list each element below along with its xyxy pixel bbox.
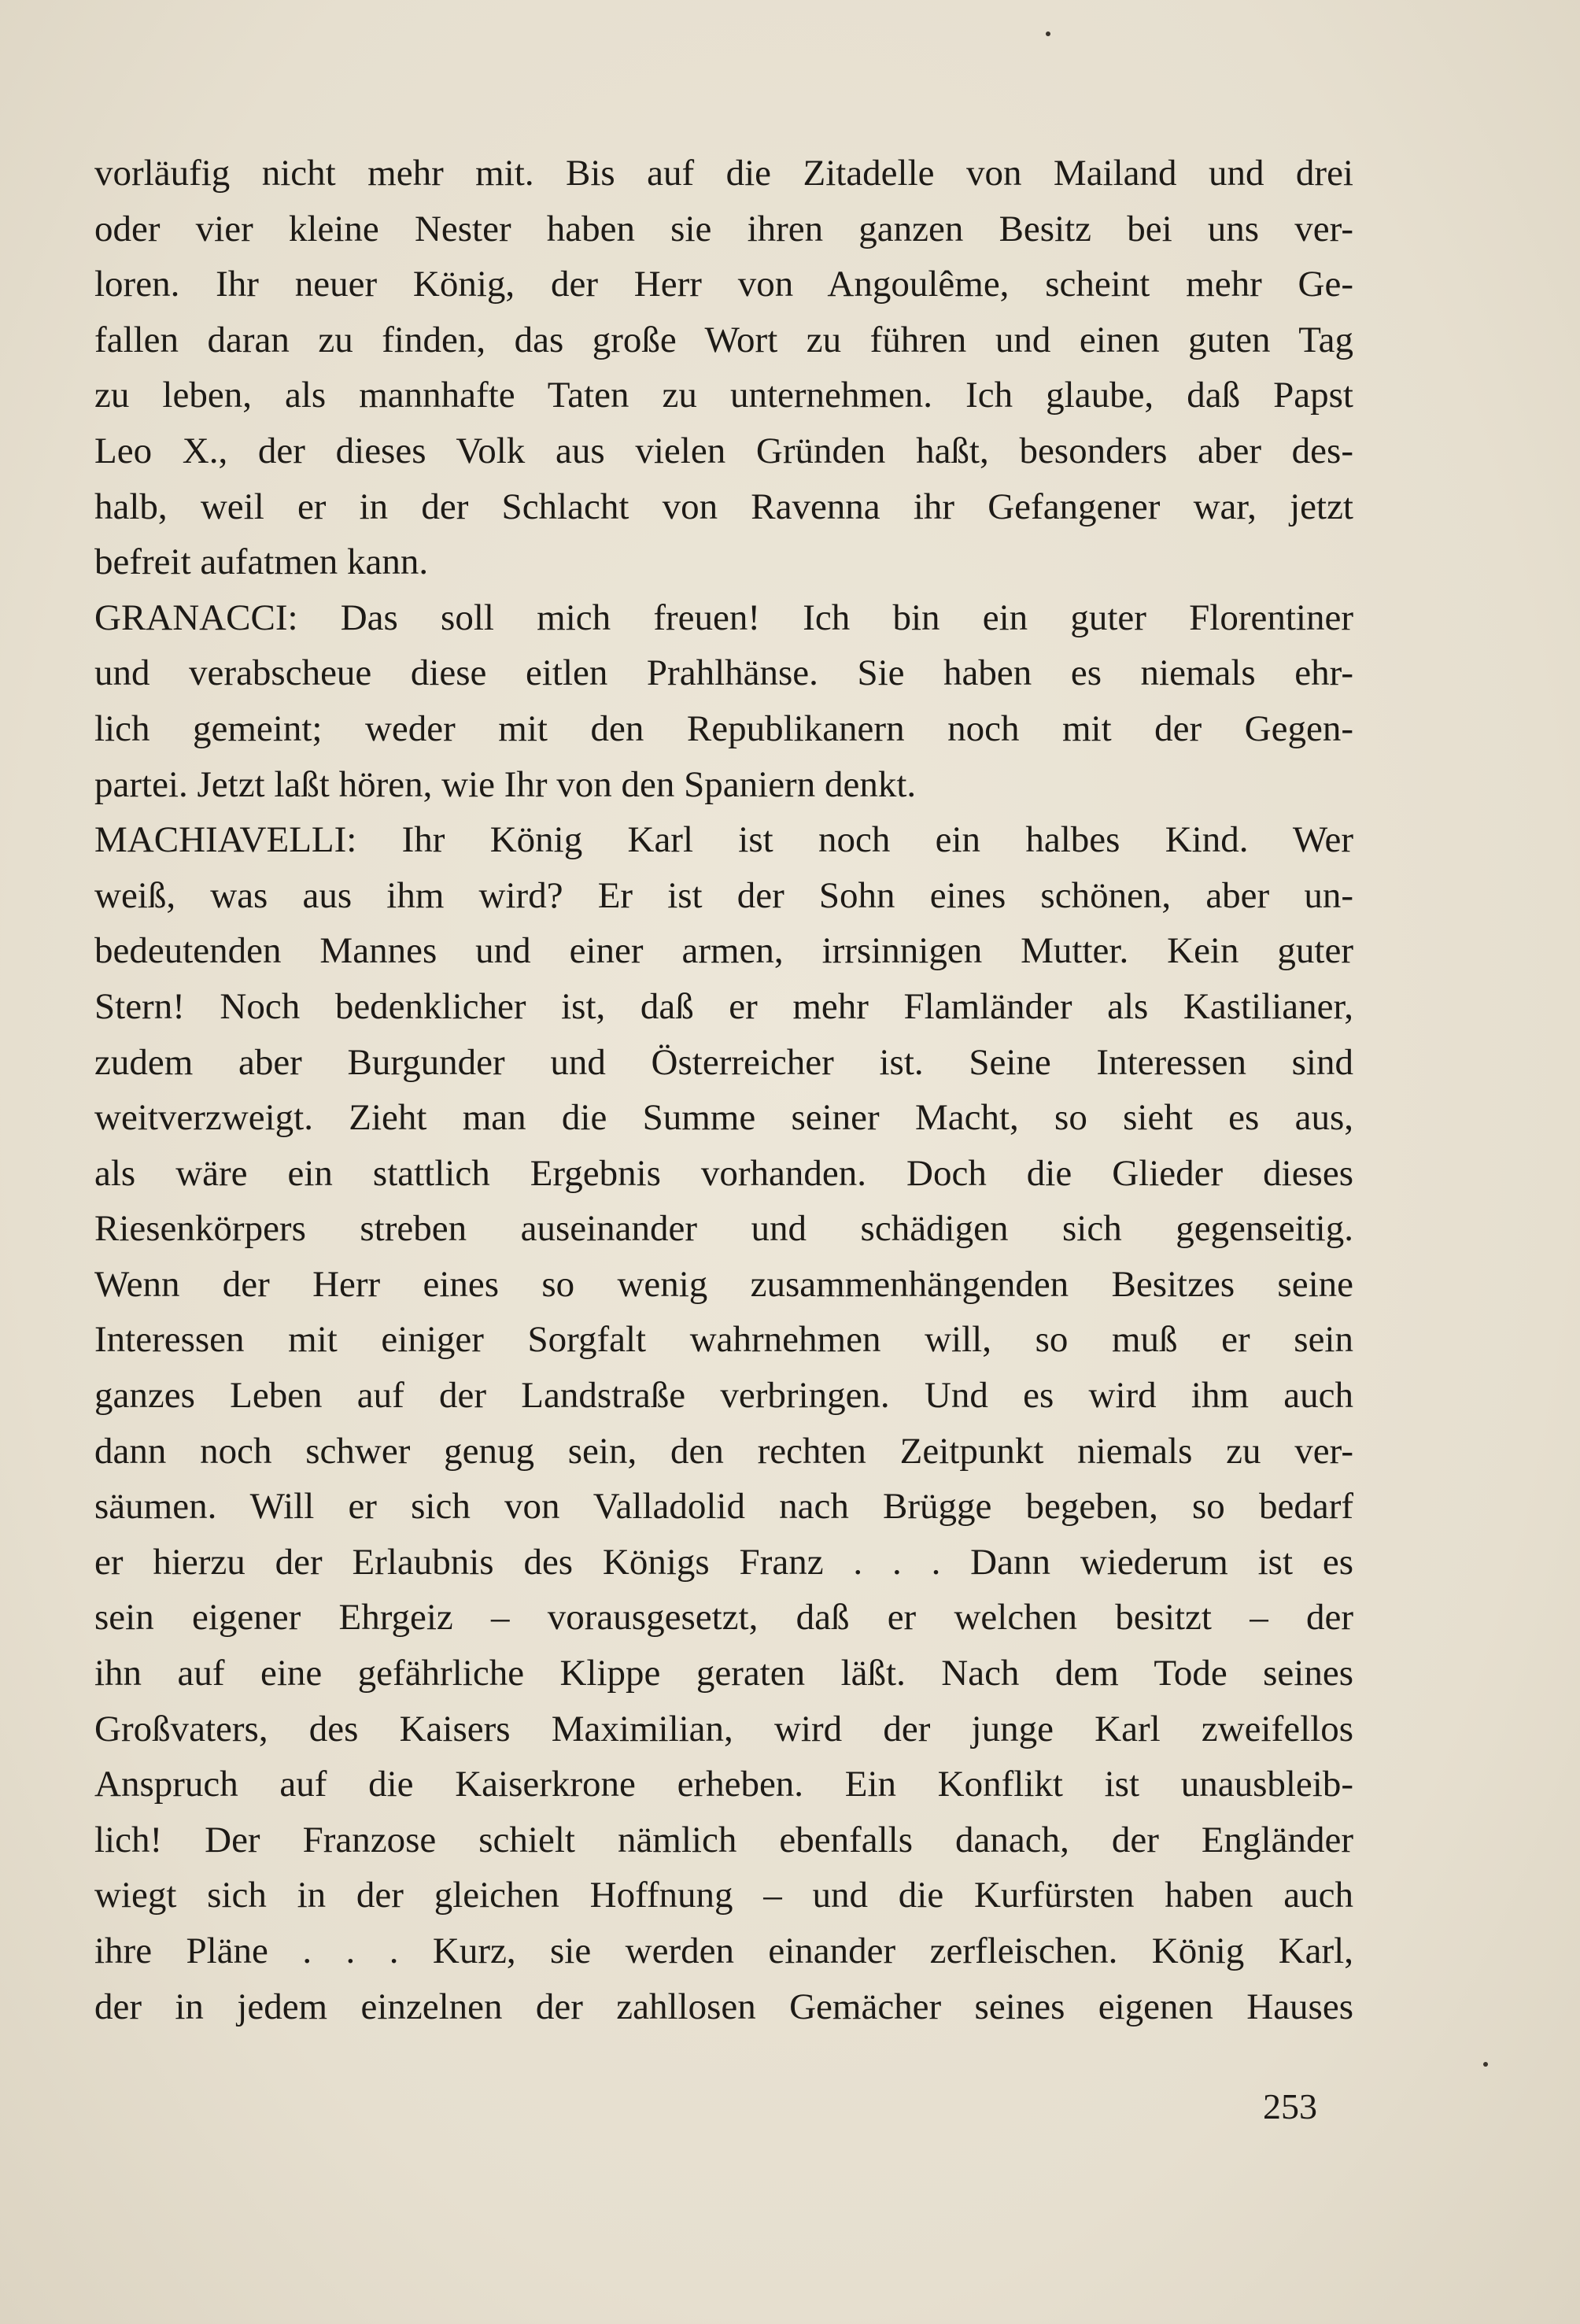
speck-mark bbox=[1046, 31, 1050, 36]
text-line: und verabscheue diese eitlen Prahlhänse. Sie haben es niemals ehr- bbox=[94, 652, 1353, 694]
text-line: wiegt sich in der gleichen Hoffnung – und die Kurfürsten haben auch bbox=[94, 1875, 1353, 1916]
text-line: vorläufig nicht mehr mit. Bis auf die Zitadelle von Mailand und drei bbox=[94, 153, 1353, 194]
text-line: Großvaters, des Kaisers Maximilian, wird der junge Karl zweifellos bbox=[94, 1708, 1353, 1749]
text-line: der in jedem einzelnen der zahllosen Gemächer seines eigenen Hauses bbox=[94, 1986, 1353, 2027]
text-line: zudem aber Burgunder und Österreicher ist. Seine Interessen sind bbox=[94, 1041, 1353, 1083]
speck-mark bbox=[1483, 2062, 1488, 2067]
text-line: halb, weil er in der Schlacht von Ravenna ihr Gefangener war, jetzt bbox=[94, 486, 1353, 527]
text-line: säumen. Will er sich von Valladolid nach Brügge begeben, so bedarf bbox=[94, 1486, 1353, 1528]
text-line: fallen daran zu finden, das große Wort zu führen und einen guten Tag bbox=[94, 319, 1353, 360]
text-line: befreit aufatmen kann. bbox=[94, 541, 429, 583]
text-line: Anspruch auf die Kaiserkrone erheben. Ein Konflikt ist unausbleib- bbox=[94, 1764, 1353, 1805]
text-line: weitverzweigt. Zieht man die Summe seiner Macht, so sieht es aus, bbox=[94, 1097, 1353, 1139]
text-line: zu leben, als mannhafte Taten zu unternehmen. Ich glaube, daß Papst bbox=[94, 375, 1353, 416]
page-number: 253 bbox=[1263, 2086, 1317, 2126]
text-line: weiß, was aus ihm wird? Er ist der Sohn eines schönen, aber un- bbox=[94, 874, 1353, 916]
text-line: Leo X., der dieses Volk aus vielen Gründen haßt, besonders aber des- bbox=[94, 430, 1353, 471]
text-line: ihre Pläne . . . Kurz, sie werden einander zerfleischen. König Karl, bbox=[94, 1931, 1353, 1971]
text-line: GRANACCI: Das soll mich freuen! Ich bin ein guter Florentiner bbox=[94, 597, 1353, 638]
text-line: dann noch schwer genug sein, den rechten Zeitpunkt niemals zu ver- bbox=[94, 1430, 1353, 1472]
text-line: bedeutenden Mannes und einer armen, irrsinnigen Mutter. Kein guter bbox=[94, 930, 1353, 972]
text-line: er hierzu der Erlaubnis des Königs Franz . . . Dann wiederum ist es bbox=[94, 1541, 1353, 1583]
text-line: oder vier kleine Nester haben sie ihren ganzen Besitz bei uns ver- bbox=[94, 208, 1353, 249]
text-line: lich! Der Franzose schielt nämlich ebenfalls danach, der Engländer bbox=[94, 1819, 1353, 1860]
text-line: ihn auf eine gefährliche Klippe geraten läßt. Nach dem Tode seines bbox=[94, 1653, 1353, 1694]
text-line: partei. Jetzt laßt hören, wie Ihr von den Spaniern denkt. bbox=[94, 763, 917, 805]
text-line: Wenn der Herr eines so wenig zusammenhängenden Besitzes seine bbox=[94, 1263, 1353, 1305]
text-line: Riesenkörpers streben auseinander und schädigen sich gegenseitig. bbox=[94, 1208, 1353, 1250]
text-line: Interessen mit einiger Sorgfalt wahrnehmen will, so muß er sein bbox=[94, 1319, 1353, 1361]
text-line: sein eigener Ehrgeiz – vorausgesetzt, daß er welchen besitzt – der bbox=[94, 1597, 1353, 1639]
text-line: MACHIAVELLI: Ihr König Karl ist noch ein halbes Kind. Wer bbox=[94, 819, 1353, 861]
text-line: loren. Ihr neuer König, der Herr von Angoulême, scheint mehr Ge- bbox=[94, 264, 1353, 305]
text-line: lich gemeint; weder mit den Republikanern noch mit der Gegen- bbox=[94, 708, 1353, 749]
text-line: Stern! Noch bedenklicher ist, daß er mehr Flamländer als Kastilianer, bbox=[94, 985, 1353, 1027]
text-line: ganzes Leben auf der Landstraße verbringen. Und es wird ihm auch bbox=[94, 1375, 1353, 1417]
text-line: als wäre ein stattlich Ergebnis vorhanden. Doch die Glieder dieses bbox=[94, 1152, 1353, 1194]
body-text bbox=[94, 146, 1353, 2034]
